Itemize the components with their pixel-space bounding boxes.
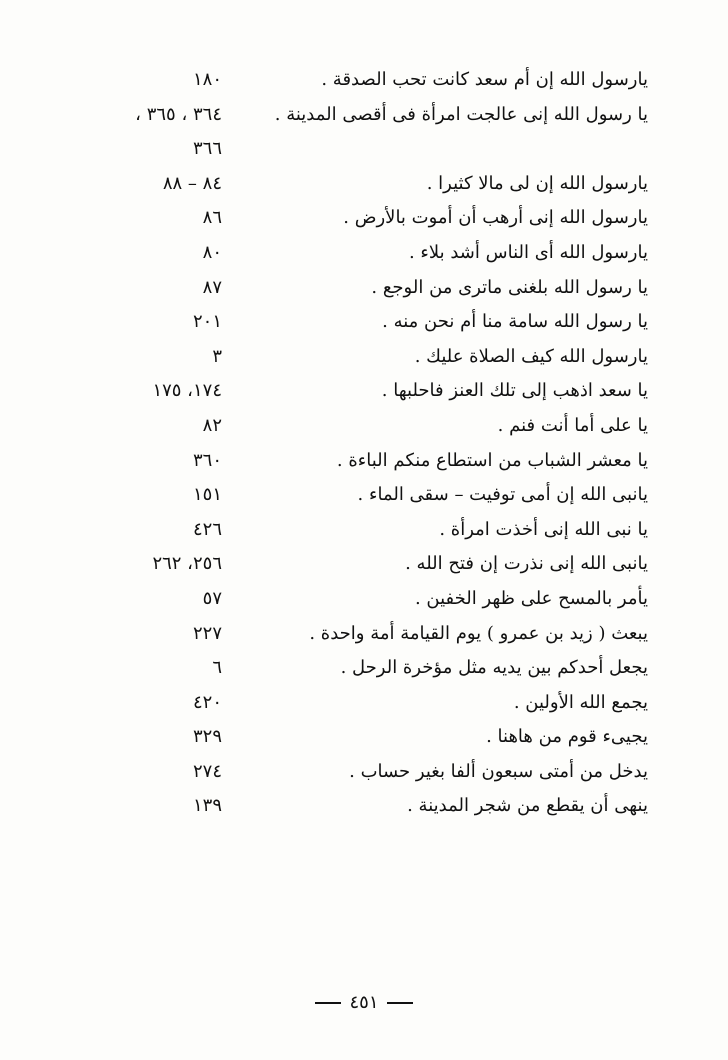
entry-pages: ٣٦٤ ، ٣٦٥ ، — [135, 103, 222, 125]
entry-pages: ٤٢٠ — [192, 691, 222, 713]
index-entry — [0, 514, 728, 549]
entry-text: يجيىء قوم من هاهنا . — [486, 726, 648, 748]
entry-text: يارسول الله أى الناس أشد بلاء . — [408, 241, 648, 263]
entry-text: يا على أما أنت فنم . — [497, 414, 648, 436]
entry-text: يا معشر الشباب من استطاع منكم الباءة . — [336, 449, 648, 471]
entry-pages: ٨٤ – ٨٨ — [162, 172, 222, 194]
entry-pages: ٤٢٦ — [192, 518, 222, 540]
index-entry — [0, 756, 728, 791]
index-entry — [0, 375, 728, 410]
entry-text: يا رسول الله بلغنى ماترى من الوجع . — [371, 276, 648, 298]
index-entry — [0, 133, 728, 168]
entry-pages: ٣ — [212, 345, 222, 367]
entry-pages: ٥٧ — [202, 587, 222, 609]
entry-pages: ٢٧٤ — [192, 760, 222, 782]
index-entry — [0, 618, 728, 653]
index-entry — [0, 652, 728, 687]
entry-pages: ٨٢ — [202, 414, 222, 436]
entry-text: يا رسول الله سامة منا أم نحن منه . — [382, 311, 648, 333]
footer-dash-right — [387, 1002, 413, 1004]
hadith-index-list — [0, 64, 728, 825]
index-entry — [0, 237, 728, 272]
entry-text: يارسول الله كيف الصلاة عليك . — [414, 345, 648, 367]
entry-text: يا سعد اذهب إلى تلك العنز فاحلبها . — [381, 380, 648, 402]
index-entry — [0, 721, 728, 756]
entry-pages: ١٥١ — [192, 484, 222, 506]
entry-pages: ٢٢٧ — [192, 622, 222, 644]
entry-text: ينهى أن يقطع من شجر المدينة . — [407, 795, 648, 817]
entry-text: يجمع الله الأولين . — [513, 691, 648, 713]
entry-pages: ٣٦٦ — [192, 138, 222, 160]
index-entry — [0, 168, 728, 203]
entry-text: يارسول الله إن لى مالا كثيرا . — [426, 172, 648, 194]
index-entry — [0, 790, 728, 825]
page-footer — [0, 992, 728, 1013]
entry-text: يدخل من أمتى سبعون ألفا بغير حساب . — [349, 760, 648, 782]
entry-pages: ٨٠ — [202, 241, 222, 263]
entry-text: يارسول الله إنى أرهب أن أموت بالأرض . — [343, 207, 648, 229]
entry-pages: ٢٥٦، ٢٦٢ — [152, 553, 222, 575]
entry-text: يا رسول الله إنى عالجت امرأة فى أقصى المدينة . — [274, 103, 648, 125]
entry-pages: ٨٧ — [202, 276, 222, 298]
entry-text: يجعل أحدكم بين يديه مثل مؤخرة الرحل . — [340, 657, 648, 679]
index-entry — [0, 410, 728, 445]
entry-pages: ١٣٩ — [192, 795, 222, 817]
entry-pages: ٨٦ — [202, 207, 222, 229]
entry-pages: ٦ — [212, 657, 222, 679]
entry-text: يا نبى الله إنى أخذت امرأة . — [439, 518, 648, 540]
index-entry — [0, 479, 728, 514]
index-entry — [0, 548, 728, 583]
index-entry — [0, 445, 728, 480]
page-number: ٤٥١ — [349, 992, 379, 1013]
index-entry — [0, 687, 728, 722]
index-entry — [0, 202, 728, 237]
entry-text: يارسول الله إن أم سعد كانت تحب الصدقة . — [321, 69, 648, 90]
footer-dash-left — [315, 1002, 341, 1004]
index-entry — [0, 99, 728, 134]
entry-pages: ١٧٤، ١٧٥ — [152, 380, 222, 402]
index-entry — [0, 306, 728, 341]
entry-pages: ٢٠١ — [192, 311, 222, 333]
entry-pages: ٣٢٩ — [192, 726, 222, 748]
entry-text: يانبى الله إنى نذرت إن فتح الله . — [405, 553, 648, 575]
entry-pages: ١٨٠ — [192, 69, 222, 90]
index-entry — [0, 272, 728, 307]
entry-text: يأمر بالمسح على ظهر الخفين . — [414, 587, 648, 609]
index-entry — [0, 583, 728, 618]
entry-text: يبعث ( زيد بن عمرو ) يوم القيامة أمة واحدة . — [309, 622, 648, 644]
entry-pages: ٣٦٠ — [192, 449, 222, 471]
entry-text: يانبى الله إن أمى توفيت – سقى الماء . — [357, 484, 648, 506]
index-entry — [0, 341, 728, 376]
index-entry — [0, 64, 728, 99]
